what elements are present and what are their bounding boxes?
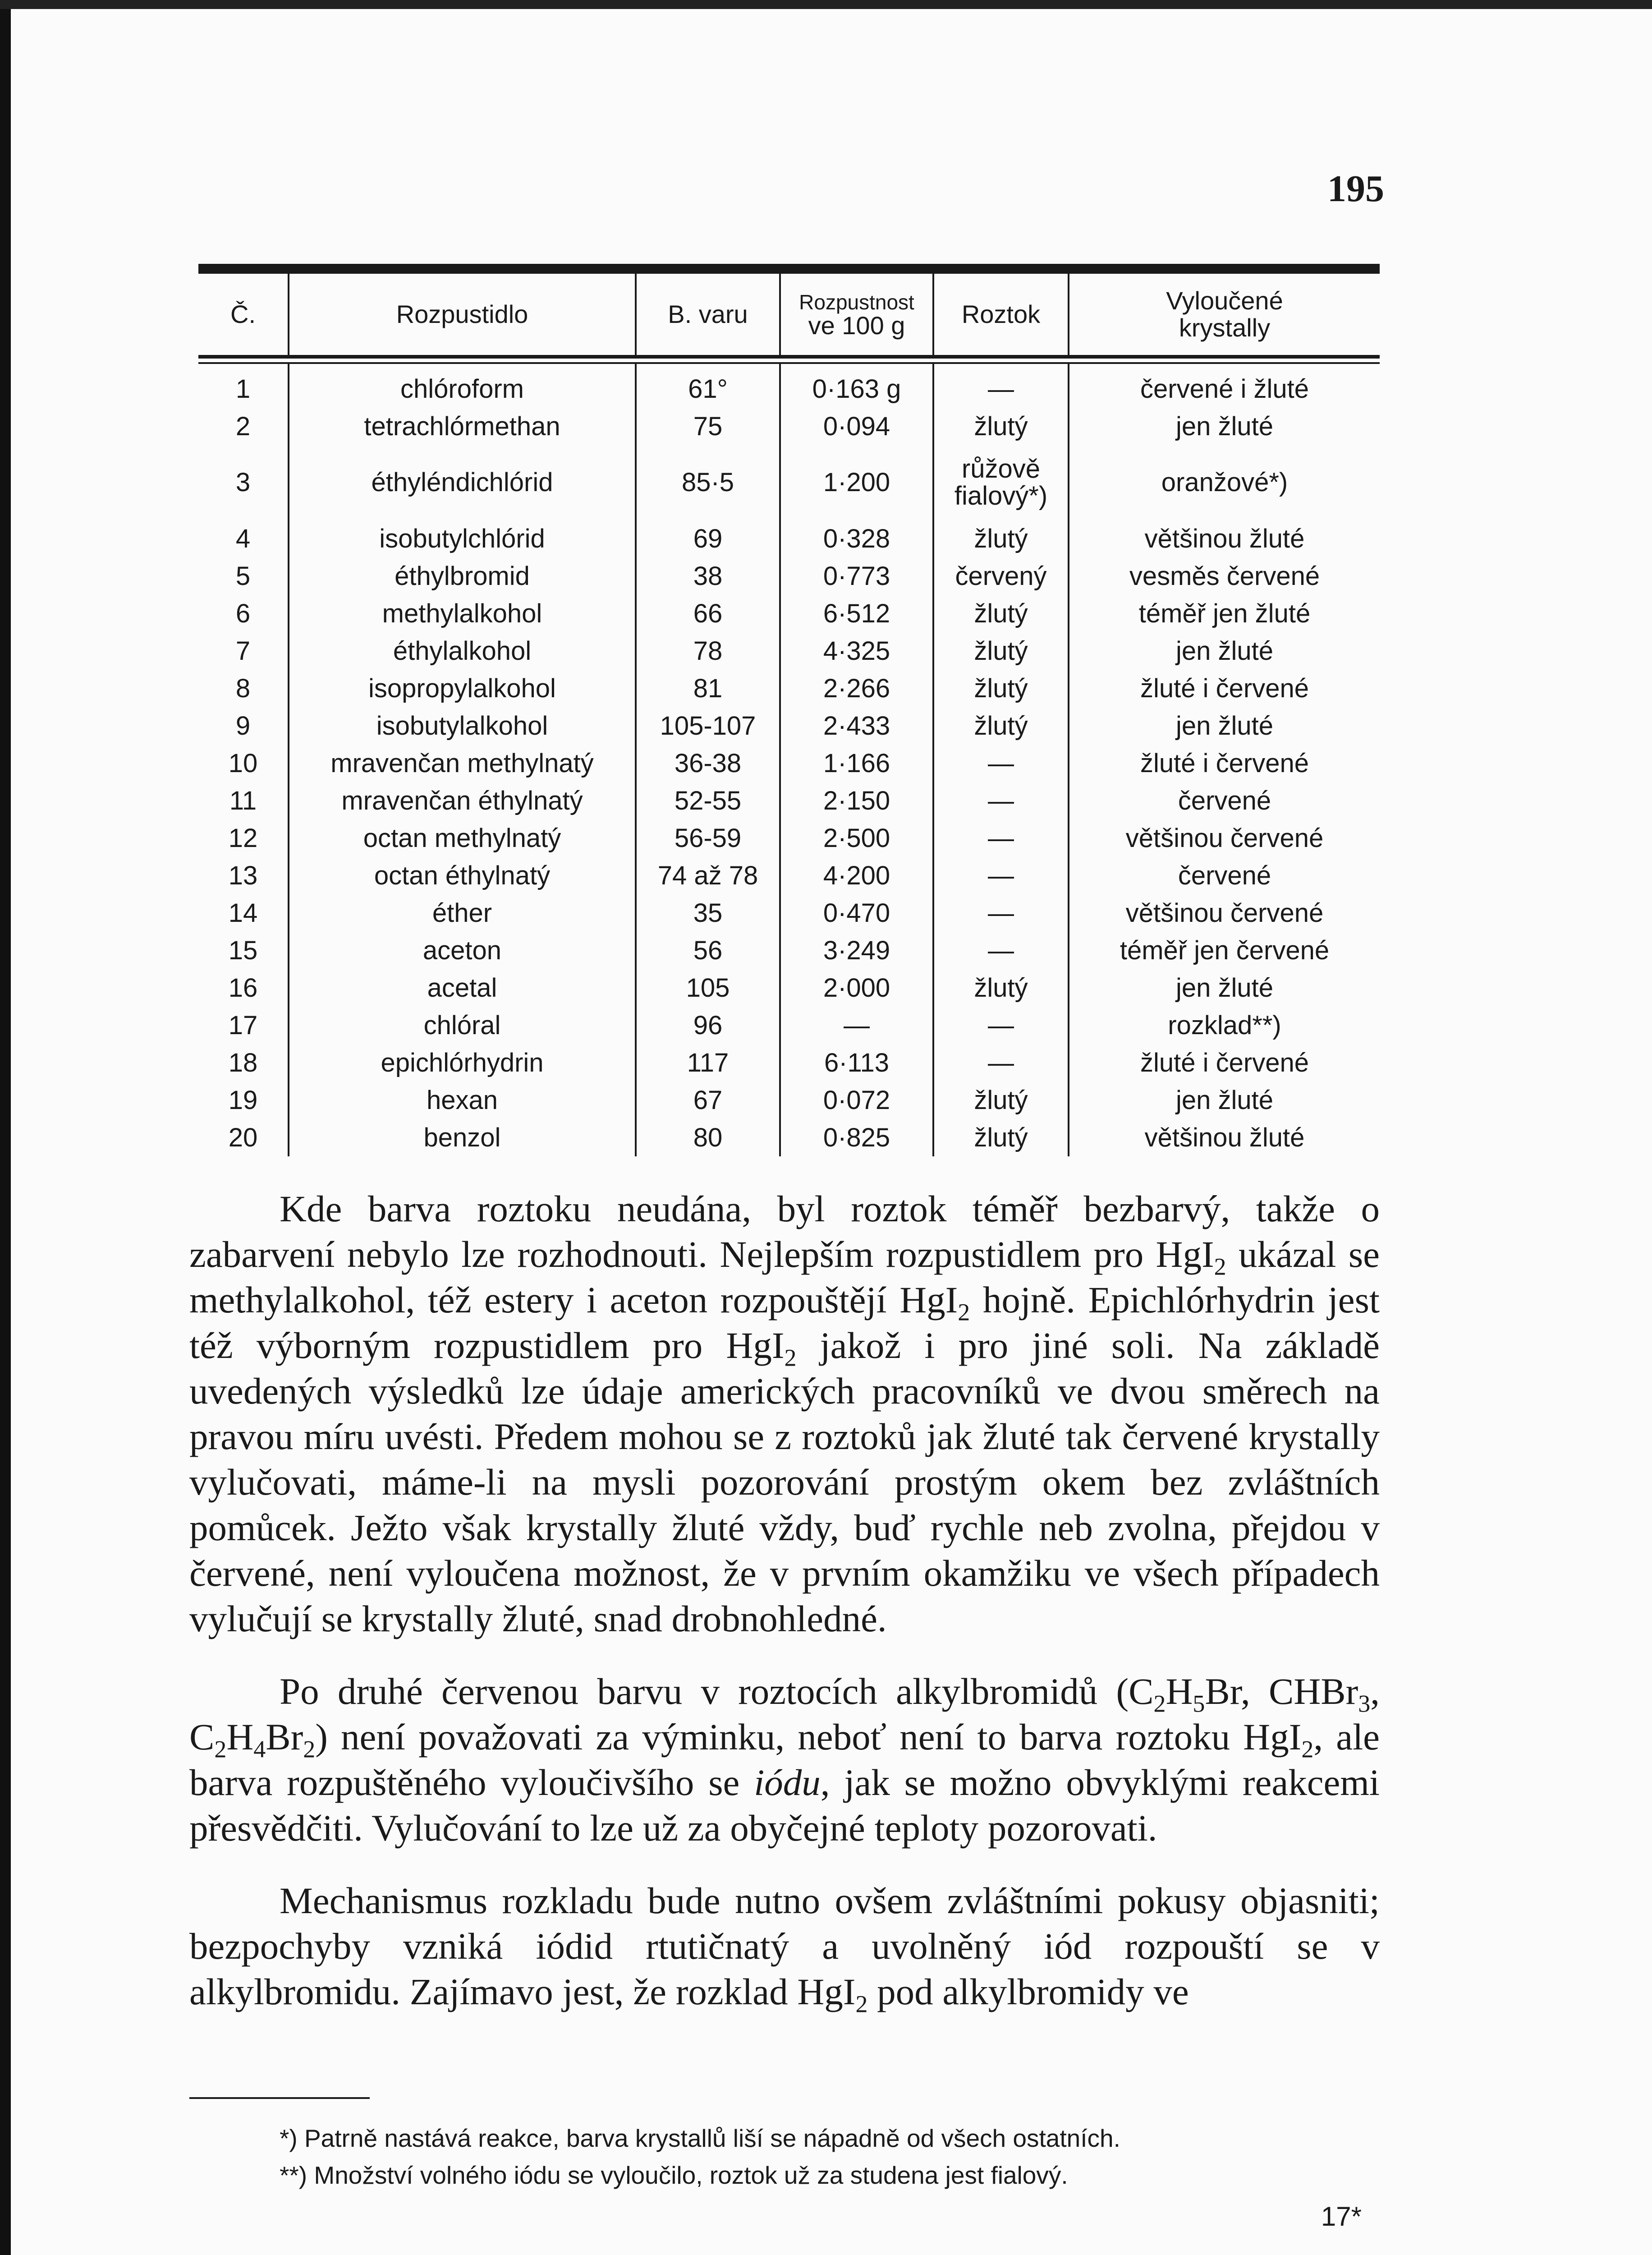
cell-solution-color: žlutý bbox=[933, 707, 1069, 745]
cell-crystals: červené bbox=[1069, 782, 1380, 819]
cell-solution-color: žlutý bbox=[933, 1081, 1069, 1119]
cell-boiling-point: 56-59 bbox=[636, 819, 780, 857]
cell-solvent: benzol bbox=[289, 1119, 636, 1156]
cell-solubility: 3·249 bbox=[780, 932, 933, 969]
cell-solubility: 2·000 bbox=[780, 969, 933, 1007]
table-row bbox=[198, 745, 1380, 782]
cell-num: 20 bbox=[228, 1123, 258, 1152]
cell-crystals: červené i žluté bbox=[1069, 364, 1380, 408]
cell-num: 17 bbox=[228, 1011, 258, 1040]
cell-solution-color: žlutý bbox=[933, 595, 1069, 632]
cell-solvent: acetal bbox=[289, 969, 636, 1007]
table-row bbox=[198, 1119, 1380, 1156]
cell-boiling-point: 81 bbox=[636, 670, 780, 707]
cell-boiling-point: 38 bbox=[636, 557, 780, 595]
cell-solubility: 6·113 bbox=[780, 1044, 933, 1081]
data-table bbox=[198, 274, 1380, 355]
cell-solubility: 0·163 g bbox=[780, 364, 933, 408]
paragraph-1-text-c: hojně. Epichlórhydrin jest též výborným rozpustidlem pro HgI bbox=[189, 1279, 1380, 1366]
subscript: 2 bbox=[1301, 1735, 1314, 1763]
cell-crystals: jen žluté bbox=[1069, 1081, 1380, 1119]
table-header-rule bbox=[198, 355, 1380, 359]
cell-crystals: žluté i červené bbox=[1069, 745, 1380, 782]
header-crystals-line2: krystally bbox=[1179, 313, 1271, 342]
paragraph-2-text-b: H bbox=[1166, 1671, 1193, 1712]
cell-crystals: jen žluté bbox=[1069, 632, 1380, 670]
cell-solvent: isopropylalkohol bbox=[289, 670, 636, 707]
paragraph-3 bbox=[189, 1878, 1380, 2018]
cell-solubility: 2·500 bbox=[780, 819, 933, 857]
table-header-row bbox=[198, 274, 1380, 355]
solubility-table bbox=[198, 264, 1380, 1156]
cell-boiling-point: 85·5 bbox=[636, 445, 780, 520]
cell-crystals: vesměs červené bbox=[1069, 557, 1380, 595]
cell-boiling-point: 105-107 bbox=[636, 707, 780, 745]
cell-boiling-point: 67 bbox=[636, 1081, 780, 1119]
table-row bbox=[198, 632, 1380, 670]
cell-solution-color: — bbox=[933, 932, 1069, 969]
cell-crystals: téměř jen žluté bbox=[1069, 595, 1380, 632]
cell-solubility: 4·200 bbox=[780, 857, 933, 894]
cell-solution-color: — bbox=[933, 894, 1069, 932]
table-row bbox=[198, 707, 1380, 745]
header-solubility bbox=[780, 274, 933, 355]
cell-solution-color: žlutý bbox=[933, 1119, 1069, 1156]
cell-num: 1 bbox=[235, 374, 251, 404]
cell-solvent: éthyléndichlórid bbox=[289, 445, 636, 520]
paragraph-1-text-b: ukázal se methylalkohol, též estery i aceton rozpouštějí HgI bbox=[189, 1233, 1380, 1321]
cell-crystals: většinou žluté bbox=[1069, 1119, 1380, 1156]
cell-crystals: většinou červené bbox=[1069, 894, 1380, 932]
table-row bbox=[198, 670, 1380, 707]
cell-num: 8 bbox=[235, 674, 251, 703]
table-row bbox=[198, 969, 1380, 1007]
cell-solvent: chlóral bbox=[289, 1007, 636, 1044]
cell-solubility: 1·200 bbox=[780, 445, 933, 520]
cell-solubility: 0·825 bbox=[780, 1119, 933, 1156]
subscript: 2 bbox=[214, 1735, 227, 1763]
header-num: Č. bbox=[230, 300, 256, 328]
paragraph-2 bbox=[189, 1669, 1380, 1851]
cell-solvent: isobutylalkohol bbox=[289, 707, 636, 745]
cell-solution-color: růžově fialový*) bbox=[933, 445, 1069, 520]
table-row bbox=[198, 520, 1380, 557]
cell-num: 18 bbox=[228, 1048, 258, 1077]
subscript: 2 bbox=[1214, 1253, 1226, 1280]
cell-solution-color: — bbox=[933, 745, 1069, 782]
cell-boiling-point: 36-38 bbox=[636, 745, 780, 782]
table-row bbox=[198, 445, 1380, 520]
cell-boiling-point: 56 bbox=[636, 932, 780, 969]
cell-num: 9 bbox=[235, 711, 251, 741]
cell-boiling-point: 117 bbox=[636, 1044, 780, 1081]
paragraph-2-text-f: Br bbox=[266, 1716, 303, 1758]
cell-num: 16 bbox=[228, 973, 258, 1003]
header-crystals bbox=[1069, 274, 1380, 355]
cell-crystals: téměř jen červené bbox=[1069, 932, 1380, 969]
cell-solubility: 0·773 bbox=[780, 557, 933, 595]
subscript: 2 bbox=[784, 1344, 797, 1371]
cell-solution-color: — bbox=[933, 364, 1069, 408]
table-row bbox=[198, 1044, 1380, 1081]
header-crystals-line1: Vyloučené bbox=[1166, 286, 1283, 315]
cell-solution-color: žlutý bbox=[933, 520, 1069, 557]
cell-boiling-point: 75 bbox=[636, 408, 780, 445]
paragraph-2-text-d: , C bbox=[189, 1671, 1380, 1758]
scan-edge-top bbox=[0, 0, 1652, 9]
table-row bbox=[198, 1007, 1380, 1044]
cell-num: 13 bbox=[228, 861, 258, 890]
cell-num: 3 bbox=[235, 468, 251, 497]
cell-solvent: hexan bbox=[289, 1081, 636, 1119]
cell-solvent: mravenčan éthylnatý bbox=[289, 782, 636, 819]
footnote-rule bbox=[189, 2097, 370, 2099]
cell-num: 6 bbox=[235, 599, 251, 628]
table-row bbox=[198, 1081, 1380, 1119]
cell-num: 14 bbox=[228, 898, 258, 928]
paragraph-2-text-a: Po druhé červenou barvu v roztocích alkylbromidů (C bbox=[280, 1671, 1154, 1712]
sheet-signature: 17* bbox=[1321, 2201, 1362, 2232]
cell-solvent: octan methylnatý bbox=[289, 819, 636, 857]
cell-crystals: jen žluté bbox=[1069, 408, 1380, 445]
cell-solubility: 0·072 bbox=[780, 1081, 933, 1119]
subscript: 2 bbox=[303, 1735, 316, 1763]
cell-num: 5 bbox=[235, 561, 251, 591]
cell-boiling-point: 80 bbox=[636, 1119, 780, 1156]
cell-solution-color: žlutý bbox=[933, 969, 1069, 1007]
cell-num: 4 bbox=[235, 524, 251, 553]
table-row bbox=[198, 932, 1380, 969]
paragraph-1-text-d: jakož i pro jiné soli. Na základě uvedených výsledků lze údaje amerických pracovníků ve dvou směrech na pravou míru uvésti. Předem mohou se z roztoků jak žluté tak červené krystally vylučovati, máme-li na mysli pozorování prostým okem bez zvláštních pomůcek. Ježto však krystally žluté vždy, buď rychle neb zvolna, přejdou v červené, není vyloučena možnost, že v prvním okamžiku ve všech případech vylučují se krystally žluté, snad drobnohledné. bbox=[189, 1325, 1380, 1639]
cell-solution-color: — bbox=[933, 819, 1069, 857]
cell-crystals: žluté i červené bbox=[1069, 670, 1380, 707]
cell-crystals: oranžové*) bbox=[1069, 445, 1380, 520]
cell-solution-color: žlutý bbox=[933, 670, 1069, 707]
subscript: 2 bbox=[958, 1298, 970, 1326]
cell-solvent: mravenčan methylnatý bbox=[289, 745, 636, 782]
table-row bbox=[198, 894, 1380, 932]
cell-solubility: 0·470 bbox=[780, 894, 933, 932]
paragraph-1-text-a: Kde barva roztoku neudána, byl roztok téměř bezbarvý, takže o zabarvení nebylo lze rozhodnouti. Nejlepším rozpustidlem pro HgI bbox=[189, 1188, 1380, 1275]
cell-solubility: 6·512 bbox=[780, 595, 933, 632]
cell-solution-color: — bbox=[933, 857, 1069, 894]
paragraph-2-text-j: , jak se možno obvyklými reakcemi přesvědčiti. Vylučování to lze už za obyčejné teploty pozorovati. bbox=[189, 1762, 1380, 1849]
cell-boiling-point: 105 bbox=[636, 969, 780, 1007]
paragraph-2-text-h: , ale barva rozpuštěného vyloučivšího se bbox=[189, 1716, 1380, 1803]
cell-boiling-point: 52-55 bbox=[636, 782, 780, 819]
header-solubility-line2: ve 100 g bbox=[808, 311, 905, 340]
table-row bbox=[198, 595, 1380, 632]
cell-solution-color: červený bbox=[933, 557, 1069, 595]
cell-boiling-point: 69 bbox=[636, 520, 780, 557]
cell-solvent: éther bbox=[289, 894, 636, 932]
subscript: 2 bbox=[855, 1990, 868, 2018]
cell-solvent: octan éthylnatý bbox=[289, 857, 636, 894]
header-boiling-point: B. varu bbox=[636, 274, 780, 355]
header-solution: Roztok bbox=[933, 274, 1069, 355]
cell-crystals: většinou žluté bbox=[1069, 520, 1380, 557]
cell-num: 7 bbox=[235, 636, 251, 666]
cell-solubility: 2·266 bbox=[780, 670, 933, 707]
cell-num: 10 bbox=[228, 749, 258, 778]
cell-num: 2 bbox=[235, 412, 251, 441]
data-table-body bbox=[198, 364, 1380, 1156]
footnotes bbox=[189, 2120, 1380, 2194]
paragraph-1 bbox=[189, 1186, 1380, 1642]
cell-boiling-point: 66 bbox=[636, 595, 780, 632]
cell-crystals: žluté i červené bbox=[1069, 1044, 1380, 1081]
cell-solubility: — bbox=[780, 1007, 933, 1044]
cell-solubility: 2·433 bbox=[780, 707, 933, 745]
cell-solution-color: žlutý bbox=[933, 632, 1069, 670]
cell-boiling-point: 61° bbox=[636, 364, 780, 408]
table-row bbox=[198, 408, 1380, 445]
cell-solvent: epichlórhydrin bbox=[289, 1044, 636, 1081]
cell-boiling-point: 96 bbox=[636, 1007, 780, 1044]
footnote-1: *) Patrně nastává reakce, barva krystallů liší se nápadně od všech ostatních. bbox=[280, 2124, 1120, 2152]
scan-edge-left bbox=[0, 0, 11, 2255]
paragraph-2-text-e: H bbox=[226, 1716, 254, 1758]
cell-solution-color: žlutý bbox=[933, 408, 1069, 445]
cell-boiling-point: 35 bbox=[636, 894, 780, 932]
paragraph-2-text-c: Br, CHBr bbox=[1205, 1671, 1358, 1712]
subscript: 5 bbox=[1193, 1690, 1205, 1717]
cell-crystals: rozklad**) bbox=[1069, 1007, 1380, 1044]
paragraph-3-text-b: pod alkylbromidy ve bbox=[867, 1971, 1189, 2012]
cell-num: 15 bbox=[228, 936, 258, 965]
cell-solvent: aceton bbox=[289, 932, 636, 969]
header-solubility-line1: Rozpustnost bbox=[799, 290, 914, 314]
cell-solubility: 2·150 bbox=[780, 782, 933, 819]
header-solvent: Rozpustidlo bbox=[289, 274, 636, 355]
cell-solution-color: — bbox=[933, 782, 1069, 819]
paragraph-3-text-a: Mechanismus rozkladu bude nutno ovšem zvláštními pokusy objasniti; bezpochyby vzniká iódid rtutičnatý a uvolněný iód rozpouští se v alkylbromidu. Zajímavo jest, že rozklad HgI bbox=[189, 1880, 1380, 2012]
table-row bbox=[198, 557, 1380, 595]
cell-boiling-point: 74 až 78 bbox=[636, 857, 780, 894]
table-row bbox=[198, 364, 1380, 408]
subscript: 3 bbox=[1358, 1690, 1371, 1717]
cell-crystals: většinou červené bbox=[1069, 819, 1380, 857]
paragraph-2-text-g: ) není považovati za výminku, neboť není to barva roztoku HgI bbox=[315, 1716, 1302, 1758]
cell-solubility: 0·328 bbox=[780, 520, 933, 557]
cell-solvent: isobutylchlórid bbox=[289, 520, 636, 557]
cell-solubility: 1·166 bbox=[780, 745, 933, 782]
cell-num: 19 bbox=[228, 1086, 258, 1115]
table-row bbox=[198, 857, 1380, 894]
cell-solution-color: — bbox=[933, 1044, 1069, 1081]
subscript: 2 bbox=[1153, 1690, 1166, 1717]
cell-solubility: 0·094 bbox=[780, 408, 933, 445]
table-body bbox=[198, 364, 1380, 1156]
subscript: 4 bbox=[253, 1735, 266, 1763]
cell-solvent: methylalkohol bbox=[289, 595, 636, 632]
paragraph-2-italic-iodine: iódu bbox=[754, 1762, 821, 1803]
cell-crystals: červené bbox=[1069, 857, 1380, 894]
cell-solution-color: — bbox=[933, 1007, 1069, 1044]
cell-solvent: éthylbromid bbox=[289, 557, 636, 595]
cell-num: 11 bbox=[229, 786, 257, 815]
table-row bbox=[198, 819, 1380, 857]
cell-boiling-point: 78 bbox=[636, 632, 780, 670]
cell-num: 12 bbox=[228, 824, 258, 853]
table-row bbox=[198, 782, 1380, 819]
table-top-rule bbox=[198, 264, 1380, 274]
page-number: 195 bbox=[1327, 168, 1384, 210]
cell-solvent: tetrachlórmethan bbox=[289, 408, 636, 445]
cell-solubility: 4·325 bbox=[780, 632, 933, 670]
footnote-2: **) Množství volného iódu se vyloučilo, roztok už za studena jest fialový. bbox=[280, 2161, 1068, 2189]
cell-solvent: chlóroform bbox=[289, 364, 636, 408]
cell-crystals: jen žluté bbox=[1069, 707, 1380, 745]
cell-solvent: éthylalkohol bbox=[289, 632, 636, 670]
body-text bbox=[189, 1186, 1380, 2042]
cell-crystals: jen žluté bbox=[1069, 969, 1380, 1007]
